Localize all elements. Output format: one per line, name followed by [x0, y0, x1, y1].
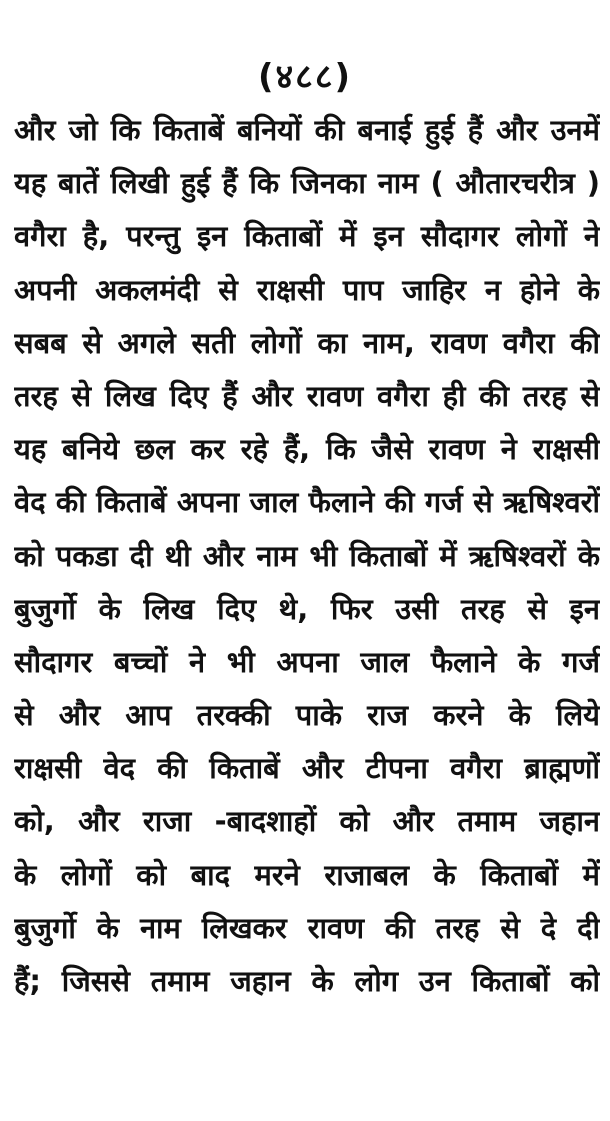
- text-line: वगैरा है, परन्तु इन किताबों में इन सौदागर लोगों ने: [14, 219, 600, 254]
- text-line: सबब से अगले सती लोगों का नाम, रावण वगैरा की: [14, 325, 600, 360]
- text-line: हैं; जिससे तमाम जहान के लोग उन किताबों को: [14, 964, 600, 998]
- text-line: राक्षसी वेद की किताबें और टीपना वगैरा ब्राह्मणों: [14, 751, 600, 786]
- text-line: यह बातें लिखी हुई हैं कि जिनका नाम ( औतारचरीत्र ): [14, 166, 600, 201]
- text-line: सौदागर बच्चों ने भी अपना जाल फैलाने के गर्ज: [14, 644, 600, 679]
- text-line: यह बनिये छल कर रहे हैं, कि जैसे रावण ने राक्षसी: [14, 432, 600, 467]
- text-line: बुजुर्गो के नाम लिखकर रावण की तरह से दे दी: [14, 910, 600, 945]
- text-line: से और आप तरक्की पाके राज करने के लिये: [14, 698, 600, 733]
- text-line: अपनी अकलमंदी से राक्षसी पाप जाहिर न होने के: [14, 272, 600, 307]
- text-line: के लोगों को बाद मरने राजाबल के किताबों में: [14, 857, 600, 892]
- text-line: बुजुर्गो के लिख दिए थे, फिर उसी तरह से इन: [14, 591, 600, 626]
- text-line: तरह से लिख दिए हैं और रावण वगैरा ही की तरह से: [14, 378, 600, 413]
- text-line: को, और राजा -बादशाहों को और तमाम जहान: [14, 804, 600, 839]
- body-text: [14, 104, 600, 1008]
- text-line: को पकडा दी थी और नाम भी किताबों में ऋषिश्वरों के: [14, 538, 600, 573]
- text-line: और जो कि किताबें बनियों की बनाई हुई हैं और उनमें: [14, 113, 600, 147]
- text-line: वेद की किताबें अपना जाल फैलाने की गर्ज से ऋषिश्वरों: [14, 485, 600, 520]
- page-number: (४८८): [257, 57, 353, 97]
